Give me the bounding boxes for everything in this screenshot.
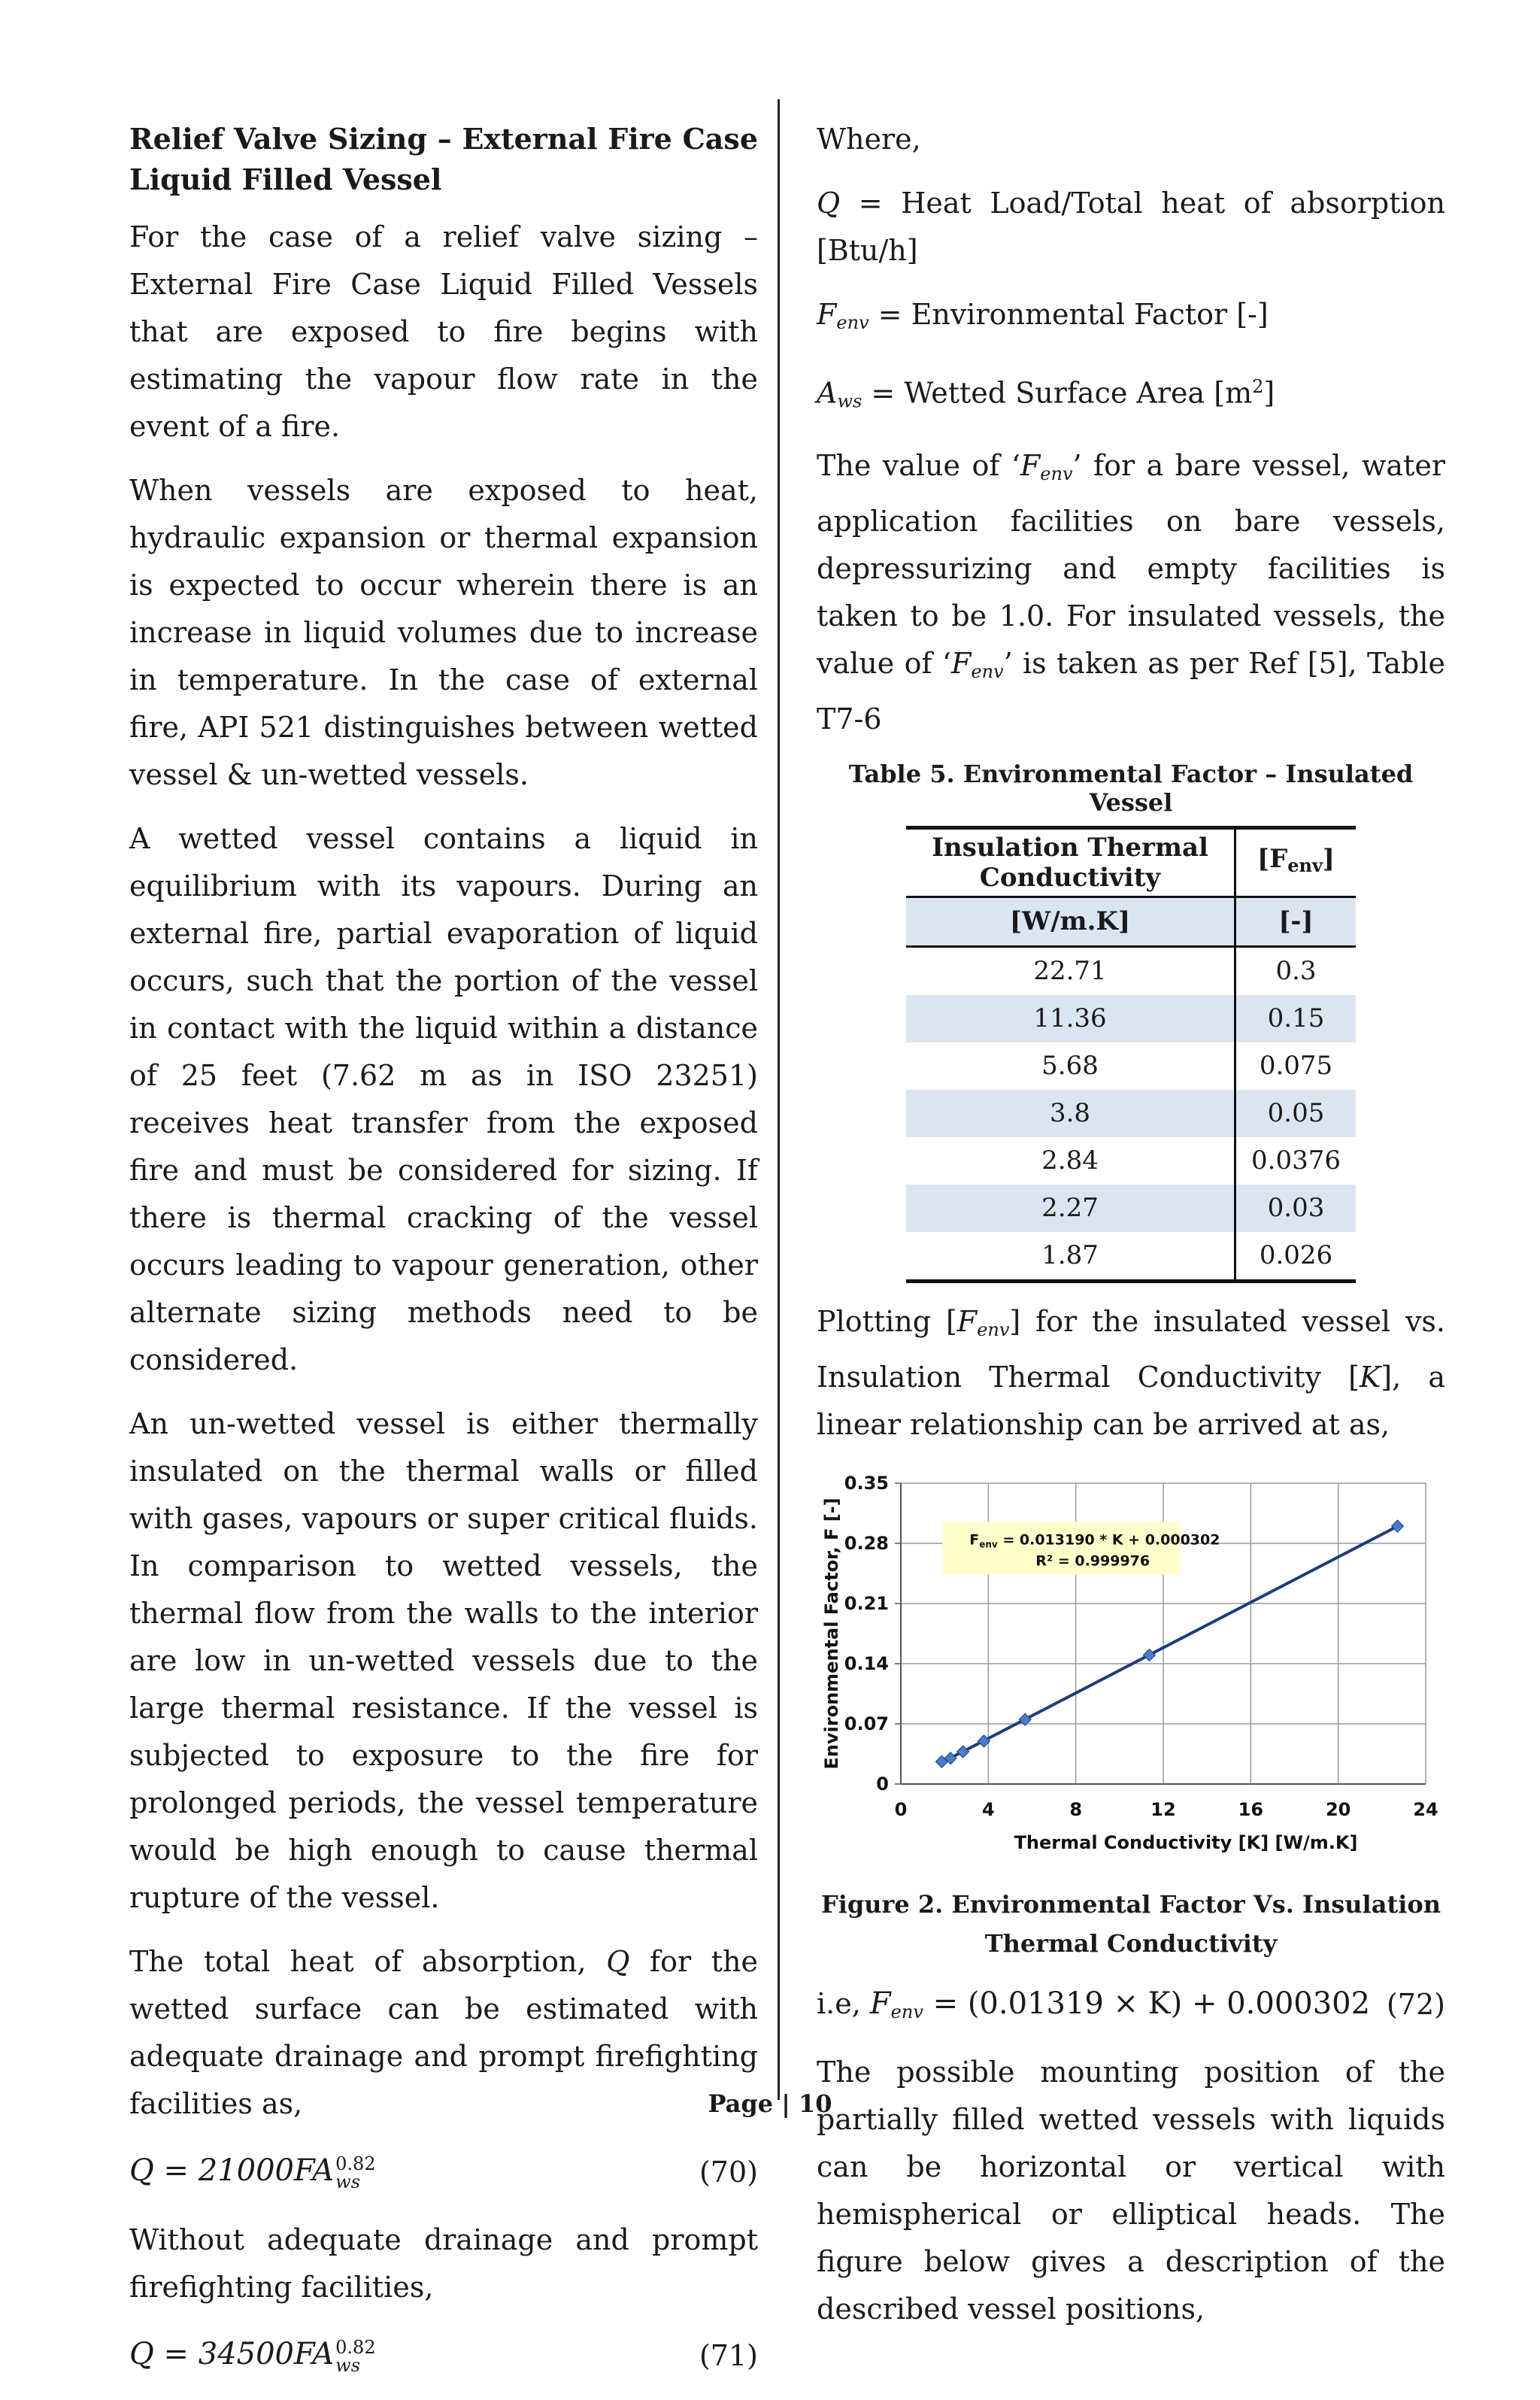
table-row: 2.27 0.03 <box>906 1185 1356 1232</box>
x-tick-label: 8 <box>1069 1798 1083 1820</box>
table-units-row <box>906 897 1356 946</box>
paragraph-6: Without adequate drainage and prompt firefighting facilities, <box>129 2223 758 2304</box>
x-tick-label: 0 <box>894 1798 908 1820</box>
paragraph-4: An un-wetted vessel is either thermally insulated on the thermal walls or filled with gases, vapours or super critical fluids. In comparison to wetted vessels, the thermal flow from the walls to the interior are low in un-wetted vessels due to the large thermal resistance. If the vessel is subjected to exposure to the fire for prolonged periods, the vessel temperature would be high enough to cause thermal rupture of the vessel. <box>129 1407 758 1914</box>
x-axis-label: Thermal Conductivity [K] [W/m.K] <box>1014 1831 1358 1853</box>
paragraph-plotting: Plotting $[F_{env}]$ for the insulated vessel vs. Insulation Thermal Conductivity [K], a linear relationship can be arrived at as, <box>817 1304 1445 1441</box>
unit-fenv: [-] <box>1235 897 1357 946</box>
table-row: 22.71 0.3 <box>906 946 1356 995</box>
chart-container <box>817 1468 1445 1874</box>
paragraph-mounting: The possible mounting position of the partially filled wetted vessels with liquids can be horizontal or vertical with hemispherical or elliptical heads. The figure below gives a description of the described vessel positions, <box>817 2055 1445 2326</box>
y-tick-label: 0 <box>876 1773 889 1795</box>
table-row: 3.8 0.05 <box>906 1090 1356 1137</box>
x-tick-label: 16 <box>1238 1798 1264 1820</box>
table-row: 5.68 0.075 <box>906 1042 1356 1090</box>
equation-number: (70) <box>699 2156 758 2189</box>
paragraph-fenv-value: The value of ‘$F_{env}$’ for a bare vessel, water application facilities on bare vessels, depressurizing and empty facilities is taken to be 1.0. For insulated vessels, the value of ‘$F_{env}$’ is taken as per Ref [5], Table T7-6 <box>817 448 1445 736</box>
paragraph-5: The total heat of absorption, Q for the wetted surface can be estimated with adequate drainage and prompt firefighting facilities as, <box>129 1945 758 2120</box>
y-tick-label: 0.07 <box>844 1713 889 1734</box>
equation-71: Q = 34500FA 0.82 ws (71) <box>129 2337 758 2376</box>
right-column <box>817 113 1445 2350</box>
x-tick-label: 24 <box>1413 1798 1438 1820</box>
trendline-equation: $F_{env} = 0.013190 * K + 0.000302$ <box>969 1531 1220 1550</box>
table-row: 11.36 0.15 <box>906 995 1356 1042</box>
paragraph-1: For the case of a relief valve sizing – External Fire Case Liquid Filled Vessels that are exposed to fire begins with estimating the vapour flow rate in the event of a fire. <box>129 220 758 443</box>
equation-number: (72) <box>1386 1987 1445 2021</box>
y-axis-label: Environmental Factor, F [-] <box>821 1497 842 1770</box>
definition-aws: $A_{ws}$ = Wetted Surface Area $[m^2]$ <box>817 376 1275 412</box>
y-tick-label: 0.35 <box>844 1472 889 1494</box>
header-fenv: [Fenv] <box>1235 827 1357 897</box>
equation-number: (71) <box>699 2339 758 2372</box>
y-tick-label: 0.28 <box>844 1532 889 1554</box>
column-divider <box>778 99 780 2100</box>
paragraph-3: A wetted vessel contains a liquid in equilibrium with its vapours. During an external fire, partial evaporation of liquid occurs, such that the portion of the vessel in contact with the liquid within a distance of 25 feet (7.62 m as in ISO 23251) receives heat transfer from the exposed fire and must be considered for sizing. If there is thermal cracking of the vessel occurs leading to vapour generation, other alternate sizing methods need to be considered. <box>129 822 758 1376</box>
table-row: 2.84 0.0376 <box>906 1137 1356 1185</box>
unit-conductivity: [W/m.K] <box>906 897 1235 946</box>
where-label: Where, <box>817 123 921 156</box>
y-tick-label: 0.14 <box>844 1652 889 1674</box>
x-tick-label: 12 <box>1150 1798 1176 1820</box>
paragraph-2: When vessels are exposed to heat, hydraulic expansion or thermal expansion is expected to occur wherein there is an increase in liquid volumes due to increase in temperature. In the case of external fire, API 521 distinguishes between wetted vessel & un-wetted vessels. <box>129 474 758 791</box>
x-tick-label: 20 <box>1325 1798 1351 1820</box>
section-heading: Relief Valve Sizing – External Fire Case Liquid Filled Vessel <box>129 122 758 196</box>
page-footer: Page | 10 <box>708 2089 832 2118</box>
fenv-vs-conductivity-chart <box>817 1468 1445 1874</box>
header-conductivity: Insulation Thermal Conductivity <box>906 827 1235 897</box>
y-tick-label: 0.21 <box>844 1592 889 1614</box>
environmental-factor-table <box>906 826 1356 1283</box>
equation-72: i.e, $F_{env} = (0.01319 \times K) + 0.000302$ (72) <box>817 1986 1445 2022</box>
table-row: 1.87 0.026 <box>906 1232 1356 1282</box>
data-point <box>957 1746 969 1758</box>
equation-70: Q = 21000FA 0.82 ws (70) <box>129 2153 758 2192</box>
table-header-row <box>906 827 1356 897</box>
table-caption: Table 5. Environmental Factor – Insulated Vessel <box>848 759 1414 817</box>
definition-q: Q = Heat Load/Total heat of absorption [Btu/h] <box>817 187 1445 267</box>
left-column <box>129 113 758 2400</box>
definition-fenv: $F_{env}$ = Environmental Factor [-] <box>817 298 1269 333</box>
x-tick-label: 4 <box>981 1798 995 1820</box>
trendline-r-squared: R² = 0.999976 <box>1035 1552 1150 1570</box>
figure-caption: Figure 2. Environmental Factor Vs. Insulation Thermal Conductivity <box>821 1889 1441 1958</box>
data-point <box>1143 1649 1155 1661</box>
data-point <box>1391 1520 1403 1532</box>
